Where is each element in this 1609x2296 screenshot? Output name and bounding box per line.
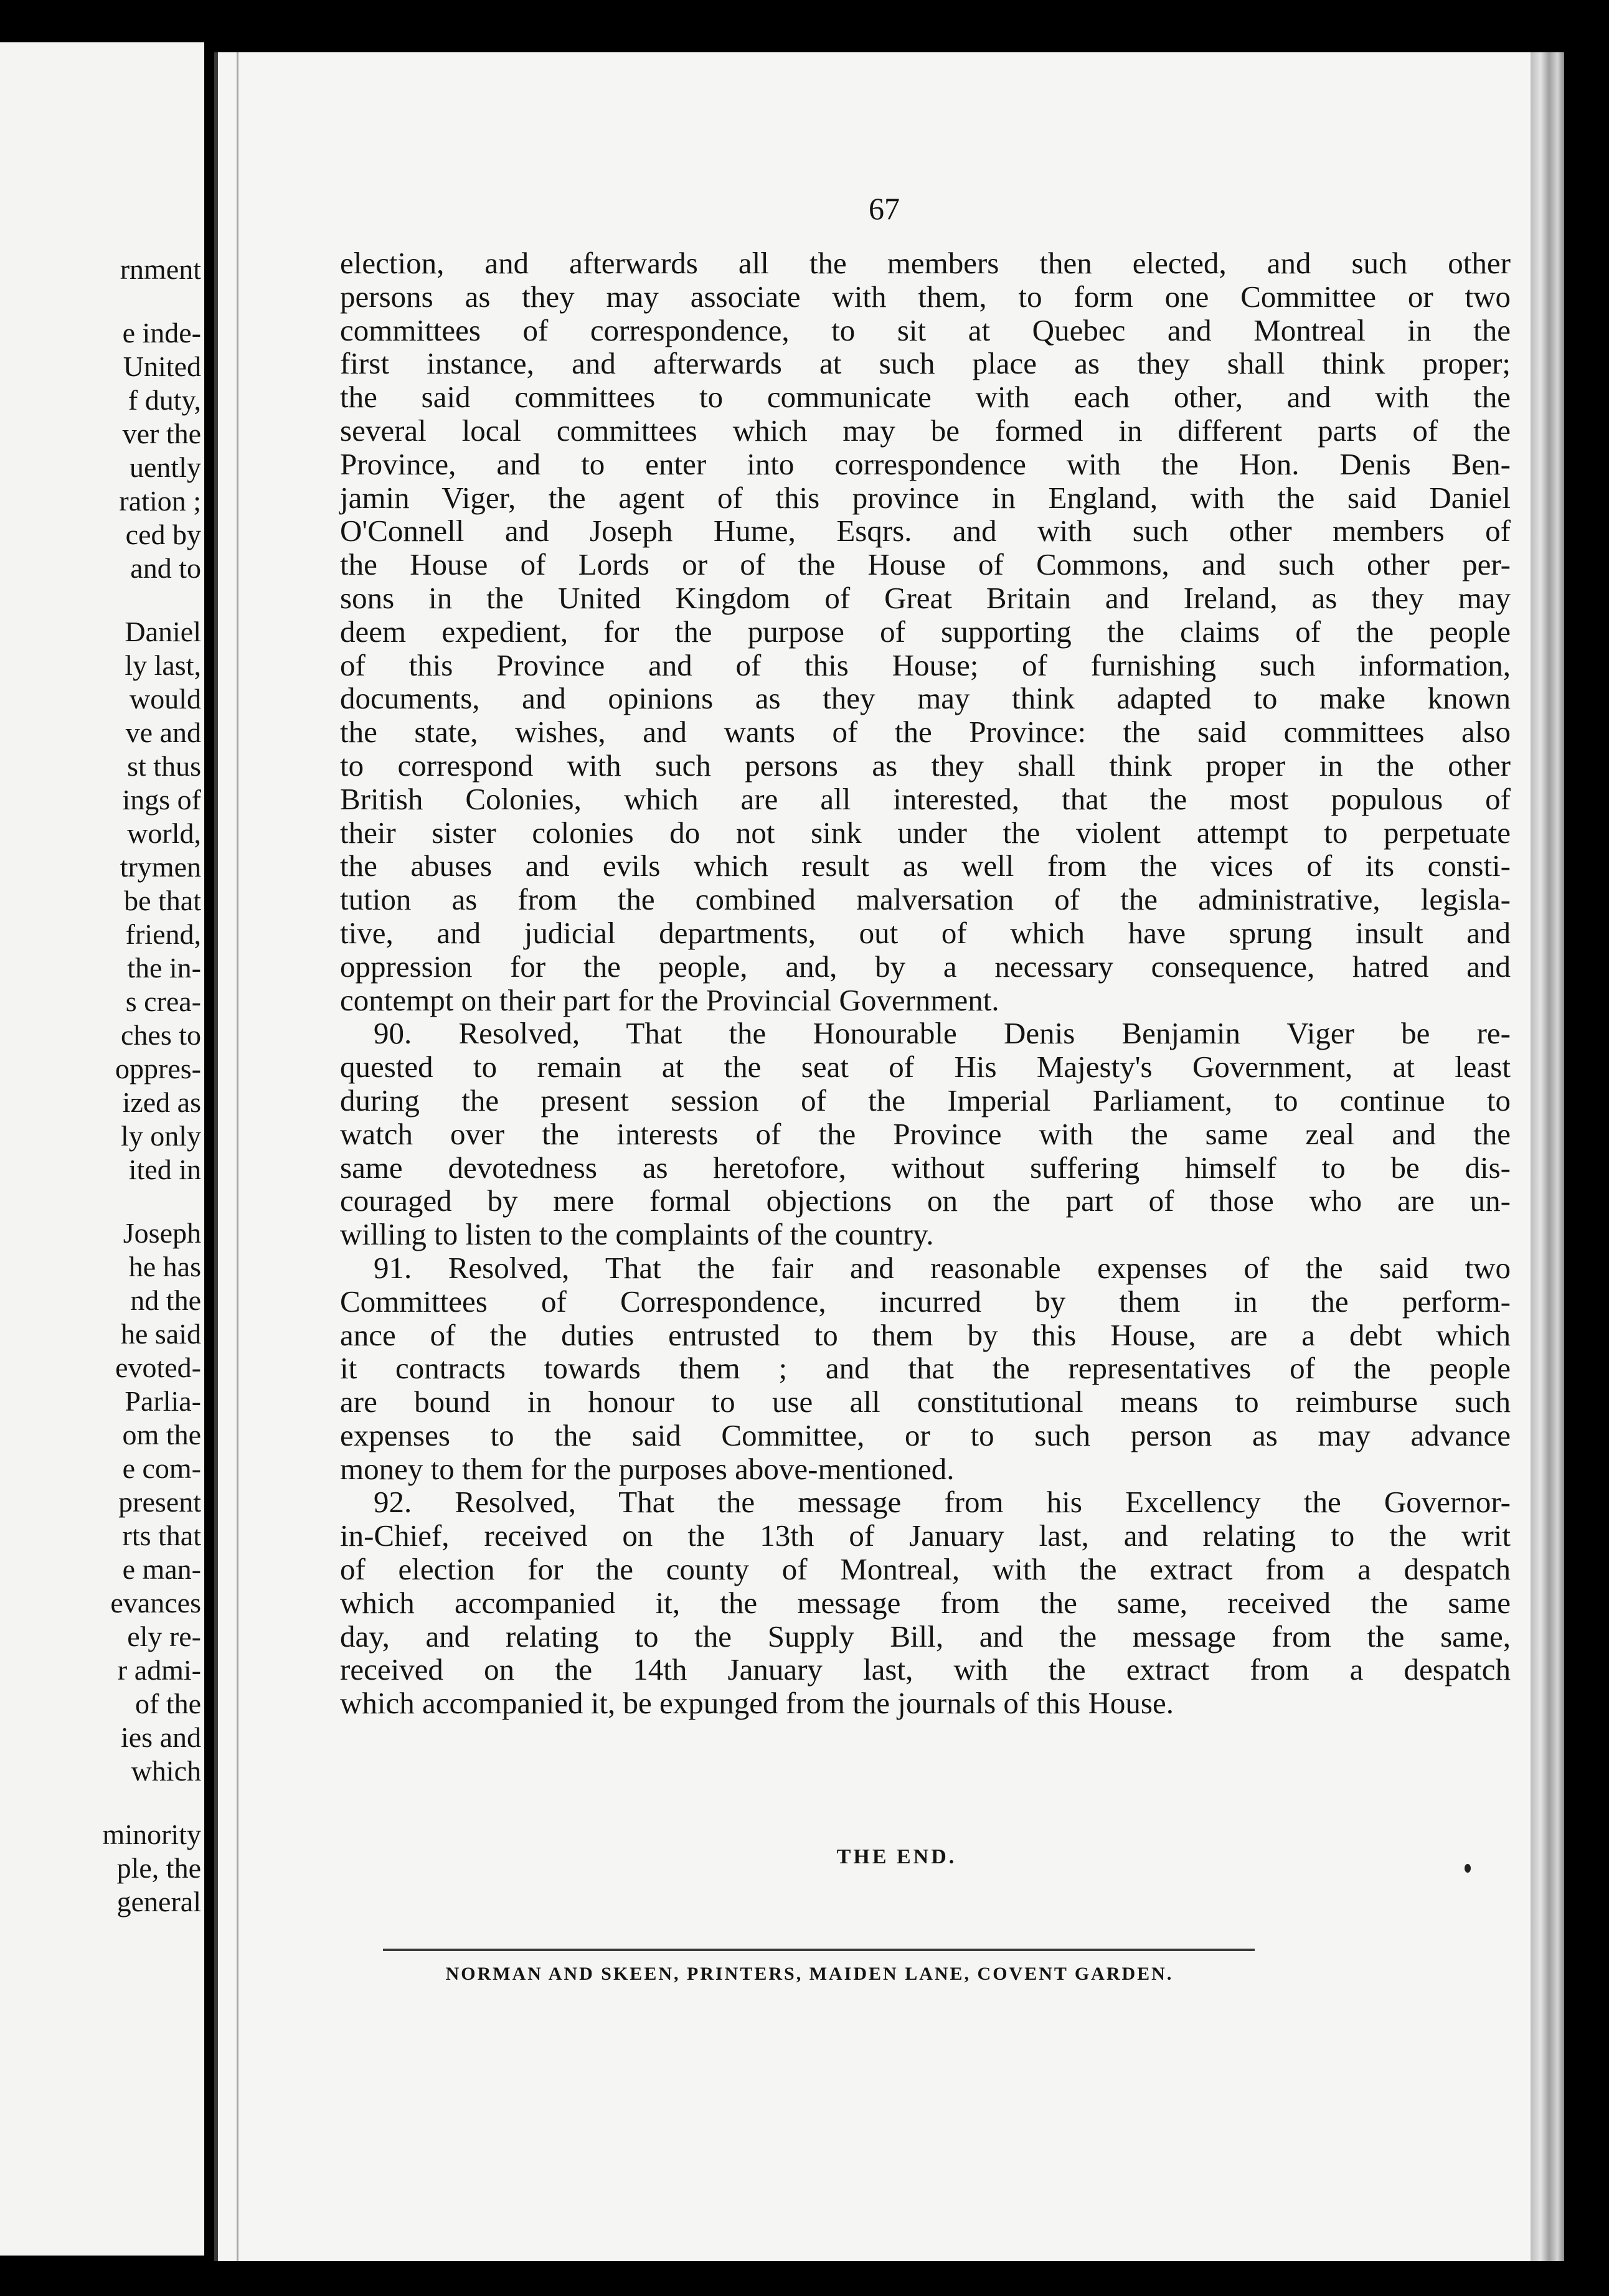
text-line: 91. Resolved, That the fair and reasonable expenses of the said two [374,1250,1511,1285]
left-fragment-line: r admi- [117,1654,201,1686]
left-fragment-line: e inde- [122,317,201,349]
text-line: which accompanied it, the message from the same, received the same [340,1585,1511,1620]
left-fragment-line: which [131,1755,201,1787]
text-line: the abuses and evils which result as well from the vices of its consti- [340,849,1511,883]
left-fragment-line: United [123,351,201,382]
left-fragment-line: ies and [120,1721,201,1753]
imprint-divider [383,1949,1255,1951]
text-line: tive, and judicial departments, out of which have sprung insult and [340,915,1511,950]
text-line: couraged by mere formal objections on the part of those who are un- [340,1183,1511,1218]
text-line: British Colonies, which are all interested, that the most populous of [340,781,1511,816]
left-fragment-line: he has [128,1251,201,1282]
left-fragment-line: rts that [122,1520,201,1551]
text-line: their sister colonies do not sink under the violent attempt to perpetuate [340,815,1511,850]
left-fragment-line: be that [124,885,201,916]
page-gutter-rule [237,52,238,2261]
text-line: first instance, and afterwards at such place as they shall think proper; [340,346,1511,381]
text-line: in-Chief, received on the 13th of January last, and relating to the writ [340,1518,1511,1553]
left-fragment-line: f duty, [128,384,201,416]
left-fragment-line: e man- [122,1553,201,1585]
left-fragment-line: ver the [122,418,201,449]
page-number: 67 [869,191,900,226]
text-line: deem expedient, for the purpose of supporting the claims of the people [340,614,1511,649]
left-fragment-line: would [130,683,201,715]
text-line: expenses to the said Committee, or to such person as may advance [340,1418,1511,1452]
left-fragment-line: Joseph [123,1217,201,1249]
text-line: during the present session of the Imperial Parliament, to continue to [340,1083,1511,1117]
text-line: several local committees which may be formed in different parts of the [340,413,1511,448]
left-fragment-line: rnment [120,253,201,285]
left-fragment-line: ly last, [125,649,201,681]
the-end-heading: THE END. [836,1845,957,1868]
left-fragment-line: st thus [127,750,201,782]
left-fragment-line: evances [110,1587,201,1619]
text-line: 92. Resolved, That the message from his Excellency the Governor- [374,1485,1511,1520]
left-fragment-line: world, [127,817,201,849]
left-fragment-line: e com- [122,1452,201,1484]
left-fragment-line [0,286,204,316]
left-fragment-line: friend, [125,918,201,950]
text-line: documents, and opinions as they may think adapted to make known [340,681,1511,716]
left-fragment-line: of the [134,1688,201,1720]
left-fragment-line: general [116,1886,201,1917]
text-line: which accompanied it, be expunged from the journals of this House. [340,1686,1174,1721]
left-fragment-line: nd the [130,1284,201,1316]
left-fragment-line: present [118,1486,201,1518]
text-line: 90. Resolved, That the Honourable Denis Benjamin Viger be re- [374,1016,1511,1051]
left-fragment-line: ration ; [119,485,201,517]
left-fragment-line: oppres- [115,1053,201,1084]
right-page [214,52,1564,2261]
text-line: of this Province and of this House; of furnishing such information, [340,647,1511,682]
text-line: tution as from the combined malversation of the administrative, legisla- [340,882,1511,917]
left-fragment-line: ings of [122,784,201,816]
left-fragment-line: ve and [125,717,201,748]
left-fragment-line: he said [120,1318,201,1350]
left-fragment-line: om the [122,1419,201,1451]
left-fragment-line [0,1187,204,1216]
left-fragment-line: and to [130,552,201,584]
text-line: of election for the county of Montreal, with the extract from a despatch [340,1552,1511,1587]
body-text [340,247,1511,1720]
text-line: quested to remain at the seat of His Majesty's Government, at least [340,1050,1511,1084]
left-fragment-line: Parlia- [125,1385,201,1417]
text-line: O'Connell and Joseph Hume, Esqrs. and with such other members of [340,514,1511,548]
left-fragment-line: the in- [127,952,201,984]
left-fragment-line: Daniel [125,616,201,647]
text-line: contempt on their part for the Provincial Government. [340,982,999,1017]
text-line: jamin Viger, the agent of this province in England, with the said Daniel [340,480,1511,515]
left-fragment-line: s crea- [125,986,201,1017]
left-fragment-line [0,1788,204,1818]
text-line: Province, and to enter into correspondence with the Hon. Denis Ben- [340,446,1511,481]
left-fragment-line: ely re- [127,1621,201,1652]
text-line: sons in the United Kingdom of Great Britain and Ireland, as they may [340,580,1511,615]
text-line: to correspond with such persons as they shall think proper in the other [340,748,1511,783]
left-fragment-line: ches to [120,1019,201,1051]
left-fragment-line: trymen [120,851,201,883]
text-line: the House of Lords or of the House of Commons, and such other per- [340,547,1511,582]
text-line: the said committees to communicate with each other, and with the [340,380,1511,415]
text-line: persons as they may associate with them, to form one Committee or two [340,279,1511,314]
page-edge-shading [1531,52,1564,2261]
left-fragment-line: evoted- [115,1352,201,1383]
text-line: willing to listen to the complaints of the country. [340,1217,934,1252]
left-fragment-line: ple, the [116,1852,201,1884]
left-fragment-line: minority [102,1818,201,1850]
text-line: watch over the interests of the Province with the same zeal and the [340,1116,1511,1151]
left-fragment-line: uently [130,451,201,483]
left-fragment-line: ited in [128,1154,201,1185]
left-fragment-line: ized as [122,1086,201,1118]
text-line: day, and relating to the Supply Bill, and the message from the same, [340,1619,1511,1654]
text-line: it contracts towards them ; and that the representatives of the people [340,1351,1511,1386]
text-line: Committees of Correspondence, incurred by them in the perform- [340,1284,1511,1319]
text-line: same devotedness as heretofore, without suffering himself to be dis- [340,1150,1511,1185]
text-line: oppression for the people, and, by a necessary consequence, hatred and [340,949,1511,984]
left-fragment-line: ced by [125,519,201,550]
left-fragment-line: ly only [120,1120,201,1152]
printer-imprint: NORMAN AND SKEEN, PRINTERS, MAIDEN LANE, COVENT GARDEN. [445,1964,1174,1984]
text-line: the state, wishes, and wants of the Province: the said committees also [340,715,1511,750]
text-line: money to them for the purposes above-mentioned. [340,1451,955,1486]
left-page-line-fragments [0,253,204,1919]
text-line: committees of correspondence, to sit at Quebec and Montreal in the [340,313,1511,347]
text-line: received on the 14th January last, with the extract from a despatch [340,1652,1511,1687]
ink-speck [1465,1864,1471,1873]
left-page-fragment [0,42,204,2256]
text-line: election, and afterwards all the members then elected, and such other [340,246,1511,280]
text-line: are bound in honour to use all constitutional means to reimburse such [340,1385,1511,1419]
left-fragment-line [0,585,204,615]
text-line: ance of the duties entrusted to them by this House, are a debt which [340,1317,1511,1352]
